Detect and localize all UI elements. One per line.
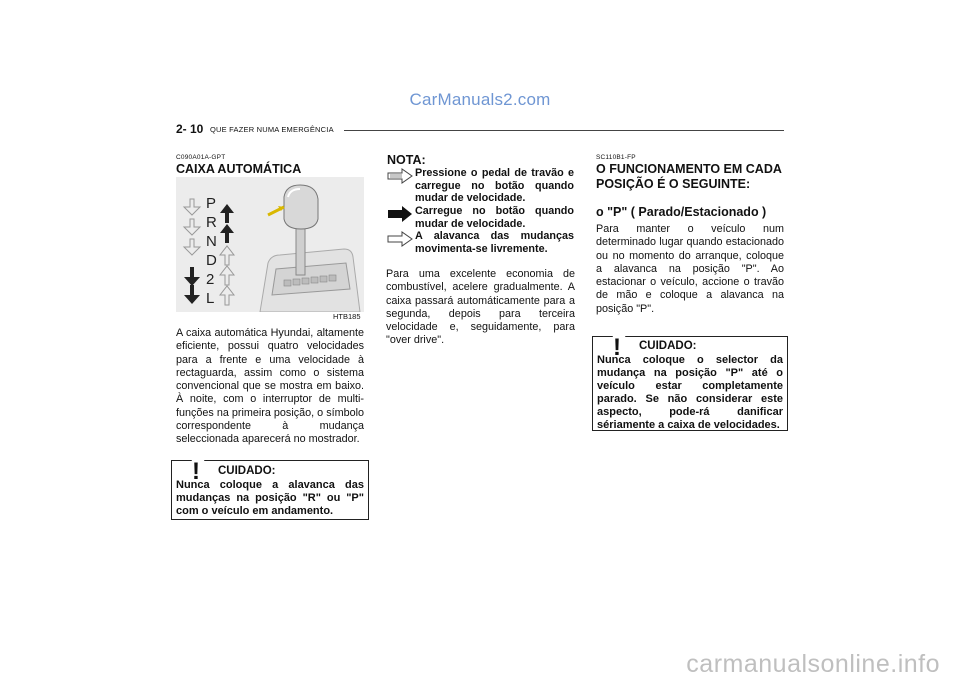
park-paragraph: Para manter o veículo num determinado lugar quando estacionado ou no momento do arranque, coloque a alavanca na posição "P". Ao estacionar o veículo, accione o travão de mão e coloque a alavanca na posição "P".: [596, 223, 784, 315]
caution-title: CUIDADO:: [639, 340, 697, 352]
section-code-right: SC110B1-FP: [596, 154, 636, 161]
svg-text:!: !: [613, 334, 621, 360]
lever-knob: [284, 185, 318, 229]
note-heading: NOTA:: [387, 153, 426, 167]
caution-text: Nunca coloque a alavanca das mudanças na posição "R" ou "P" com o veículo em andamento.: [176, 479, 364, 517]
caution-box-left: [171, 460, 369, 520]
gear-letter-2: 2: [206, 271, 215, 288]
gear-letter-d: D: [206, 252, 217, 269]
up-arrow-filled-icon: [220, 204, 234, 223]
note-item-1: Pressione o pedal de travão e carregue no botão quando mudar de velocidade.: [415, 167, 574, 205]
down-arrow-filled-icon: [184, 285, 200, 304]
header-rule: [344, 130, 784, 131]
page-number: 2- 10: [176, 122, 204, 136]
section-heading: CAIXA AUTOMÁTICA: [176, 162, 302, 176]
economy-paragraph: Para uma excelente economia de combustível, acelere gradualmente. A caixa passará automáticamente para a segunda, depois para terceira velocidade e, seguidamente, para "over drive".: [386, 268, 575, 347]
note-item-3: A alavanca das mudanças movimenta-se livremente.: [415, 230, 574, 255]
watermark-bottom[interactable]: carmanualsonline.info: [686, 650, 940, 678]
down-arrow-filled-icon: [184, 267, 200, 286]
up-arrow-filled-icon: [220, 224, 234, 243]
section-code: C090A01A-GPT: [176, 154, 226, 161]
outline-arrow-icon: [387, 231, 413, 247]
hollow-arrow-icon: [387, 168, 413, 184]
gear-letter-r: R: [206, 214, 217, 231]
caution-box-right: [592, 336, 788, 431]
gear-letter-n: N: [206, 233, 217, 250]
park-subheading: o "P" ( Parado/Estacionado ): [596, 205, 767, 219]
figure-caption: HTB185: [333, 312, 361, 321]
caution-text: Nunca coloque o selector da mudança na posição "P" até o veículo estar completamente parado. Se não considerar este aspecto, pode-rá danificar sériamente a caixa de velocidades.: [597, 354, 783, 431]
svg-text:!: !: [192, 458, 200, 484]
right-arrows: [220, 246, 234, 305]
watermark-top[interactable]: CarManuals2.com: [409, 90, 551, 109]
note-item-2: Carregue no botão quando mudar de velocidade.: [415, 205, 574, 230]
operation-heading: O FUNCIONAMENTO EM CADA POSIÇÃO É O SEGUINTE:: [596, 162, 782, 191]
caution-title: CUIDADO:: [218, 465, 276, 477]
gear-letter-l: L: [206, 290, 215, 307]
gear-shift-illustration: [176, 177, 364, 312]
gear-letter-p: P: [206, 195, 217, 212]
filled-arrow-icon: [387, 206, 413, 222]
gear-shift-drawing: [176, 177, 364, 312]
intro-paragraph: A caixa automática Hyundai, altamente eficiente, possui quatro velocidades para a frente e uma velocidade à rectaguarda, assim como o sistema convencional que se mostra em baixo. À noite, com o interruptor de multi-funções na primeira posição, o símbolo correspondente à mudança seleccionada aparecerá no mostrador.: [176, 327, 364, 446]
section-title: QUE FAZER NUMA EMERGÊNCIA: [210, 125, 334, 134]
left-arrows: [184, 199, 200, 255]
